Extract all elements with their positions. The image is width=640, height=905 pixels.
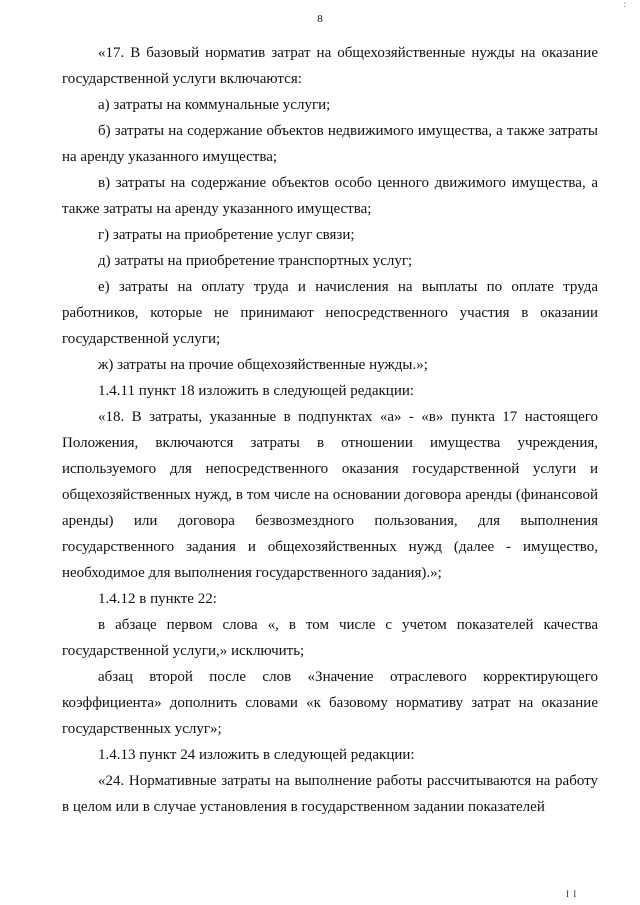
paragraph-1-4-12: 1.4.12 в пункте 22: [98, 591, 217, 607]
paragraph-item-b: б) затраты на содержание объектов недвижимого имущества, а также затраты на аренду указанного имущества; [62, 123, 598, 165]
top-corner-mark: : [623, 0, 626, 9]
paragraph-24-text: «24. Нормативные затраты на выполнение работы рассчитываются на работу в целом или в случае установления в государственном задании показателей [62, 773, 598, 815]
document-body [62, 40, 598, 820]
paragraph-22-first-amendment: в абзаце первом слова «, в том числе с учетом показателей качества государственной услуги,» исключить; [62, 617, 598, 659]
paragraph-item-d: д) затраты на приобретение транспортных услуг; [98, 253, 413, 269]
paragraph-item-zh: ж) затраты на прочие общехозяйственные нужды.»; [98, 357, 428, 373]
paragraph-1-4-13: 1.4.13 пункт 24 изложить в следующей редакции: [98, 747, 415, 763]
paragraph-22-second-amendment: абзац второй после слов «Значение отраслевого корректирующего коэффициента» дополнить словами «к базовому нормативу затрат на оказание государственных услуг»; [62, 669, 598, 737]
paragraph-18-text: «18. В затраты, указанные в подпунктах «а» - «в» пункта 17 настоящего Положения, включаются затраты в отношении имущества учреждения, используемого для непосредственного оказания государственной услуги и общехозяйственных нужд, в том числе на основании договора аренды (финансовой аренды) или договора безвозмездного пользования, для выполнения государственного задания и общехозяйственных нужд (далее - имущество, необходимое для выполнения государственного задания).»; [62, 409, 598, 581]
paragraph-item-g: г) затраты на приобретение услуг связи; [98, 227, 355, 243]
paragraph-item-e: е) затраты на оплату труда и начисления на выплаты по оплате труда работников, которые не принимают непосредственного участия в оказании государственной услуги; [62, 279, 598, 347]
bottom-corner-mark: I I [566, 889, 578, 899]
paragraph-item-a: а) затраты на коммунальные услуги; [98, 97, 331, 113]
paragraph-1-4-11: 1.4.11 пункт 18 изложить в следующей редакции: [98, 383, 415, 399]
page-number: 8 [317, 13, 323, 25]
paragraph-item-v: в) затраты на содержание объектов особо ценного движимого имущества, а также затраты на аренду указанного имущества; [62, 175, 598, 217]
paragraph-17-intro: «17. В базовый норматив затрат на общехозяйственные нужды на оказание государственной услуги включаются: [62, 45, 598, 87]
